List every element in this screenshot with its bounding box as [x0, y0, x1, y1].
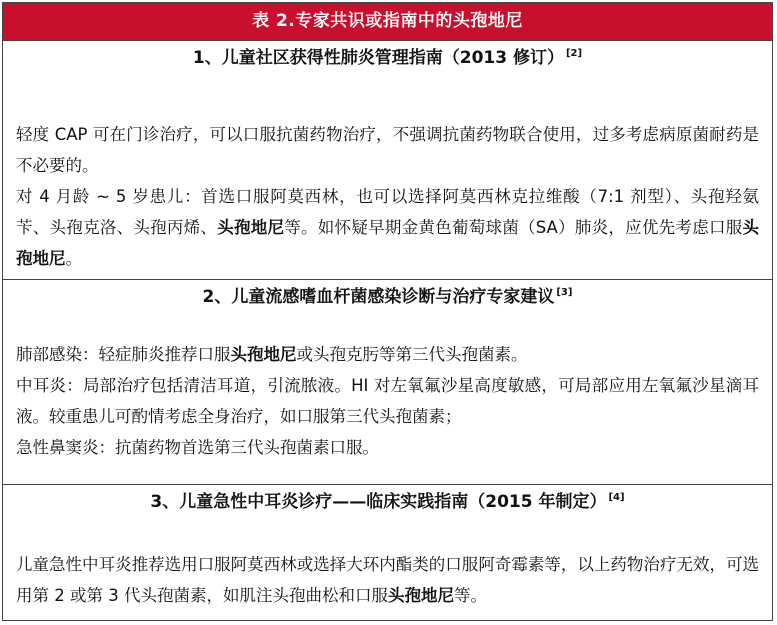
paragraph	[16, 549, 759, 611]
text-run: 肺部感染：轻症肺炎推荐口服	[16, 345, 231, 364]
text-run: 中耳炎：局部治疗包括清洁耳道，引流脓液。HI 对左氧氟沙星高度敏感，可局部应用左氧氟沙星滴耳液。较重患儿可酌情考虑全身治疗，如口服第三代头孢菌素；	[16, 376, 759, 426]
text-run: 轻度 CAP 可在门诊治疗，可以口服抗菌药物治疗，不强调抗菌药物联合使用，过多考虑病原菌耐药是不必要的。	[16, 125, 759, 175]
highlight-drug-name: 头孢地尼	[16, 218, 759, 268]
section-heading	[3, 41, 772, 75]
paragraph	[16, 119, 759, 181]
section-2	[3, 279, 772, 484]
paragraph	[16, 181, 759, 274]
citation-ref[interactable]: [2]	[565, 48, 583, 60]
table-title: 表 2.专家共识或指南中的头孢地尼	[3, 3, 772, 40]
highlight-drug-name: 头孢地尼	[230, 345, 297, 364]
text-run: 等。	[453, 586, 487, 605]
citation-ref[interactable]: [3]	[556, 287, 573, 299]
section-heading	[3, 485, 772, 519]
section-body	[3, 519, 772, 611]
section-body	[3, 75, 772, 274]
section-1	[3, 40, 772, 279]
paragraph	[16, 370, 759, 432]
text-run: 。	[65, 249, 82, 268]
section-heading-text: 3、儿童急性中耳炎诊疗——临床实践指南（2015 年制定）	[150, 492, 607, 512]
text-run: 等。如怀疑早期金黄色葡萄球菌（SA）肺炎，应优先考虑口服	[284, 218, 743, 237]
paragraph	[16, 339, 759, 370]
text-run: 或头孢克肟等第三代头孢菌素。	[296, 345, 528, 364]
citation-ref[interactable]: [4]	[608, 492, 625, 504]
highlight-drug-name: 头孢地尼	[387, 586, 454, 605]
section-3	[3, 484, 772, 622]
text-run: 对 4 月龄 ~ 5 岁患儿：首选口服阿莫西林，也可以选择阿莫西林克拉维酸（7:1 剂型）、头孢羟氨苄、头孢克洛、头孢丙烯、	[16, 187, 759, 237]
section-heading	[3, 280, 772, 314]
text-run: 急性鼻窦炎：抗菌药物首选第三代头孢菌素口服。	[16, 438, 379, 457]
section-body	[3, 314, 772, 463]
highlight-drug-name: 头孢地尼	[217, 218, 285, 237]
section-heading-text: 1、儿童社区获得性肺炎管理指南（2013 修订）	[192, 48, 564, 68]
guideline-table	[2, 2, 773, 621]
paragraph	[16, 432, 759, 463]
text-run: 儿童急性中耳炎推荐选用口服阿莫西林或选择大环内酯类的口服阿奇霉素等，以上药物治疗无效，可选用第 2 或第 3 代头孢菌素，如肌注头孢曲松和口服	[16, 555, 759, 605]
section-heading-text: 2、儿童流感嗜血杆菌感染诊断与治疗专家建议	[202, 287, 555, 307]
